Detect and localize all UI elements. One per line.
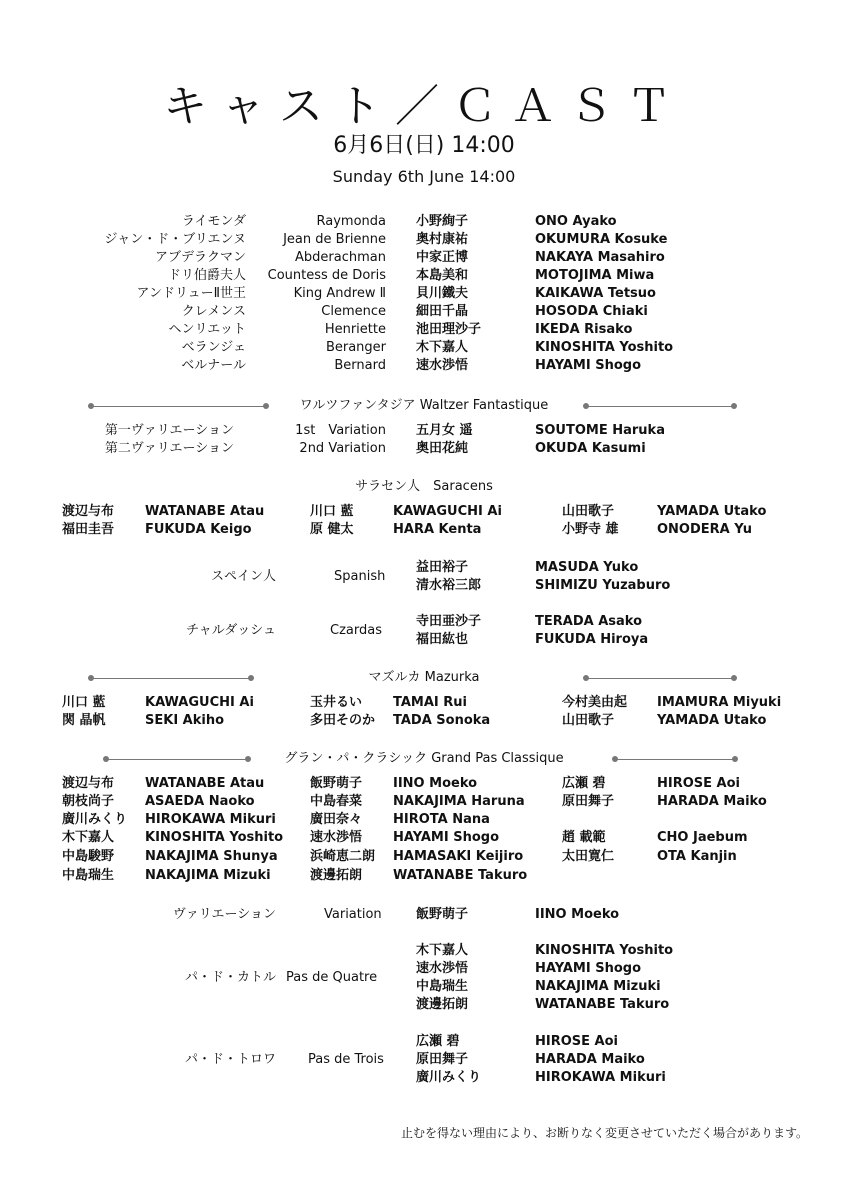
dancer-en: MOTOJIMA Miwa [535, 268, 655, 283]
dancer-ja: 飯野萌子 [416, 907, 469, 922]
role-en-pas-de-quatre: Pas de Quatre [286, 970, 378, 985]
dancer-ja: 飯野萌子 [310, 776, 363, 791]
dancer-ja: 今村美由起 [562, 695, 628, 710]
divider-dot [731, 675, 737, 681]
dancer-en: KAIKAWA Tetsuo [535, 286, 656, 301]
dancer-en: WATANABE Takuro [535, 997, 670, 1012]
dancer-en: KAWAGUCHI Ai [393, 504, 502, 519]
cast-row [0, 231, 848, 249]
role-en: King Andrew Ⅱ [293, 286, 386, 301]
dancer-en: IKEDA Risako [535, 322, 633, 337]
dancer-ja: 木下嘉人 [416, 943, 469, 958]
dancer-en: NAKAJIMA Shunya [145, 849, 278, 864]
dancer-en: IMAMURA Miyuki [657, 695, 782, 710]
dancer-ja: 池田理沙子 [416, 322, 482, 337]
section-divider-grand-pas [0, 750, 848, 768]
dancer-en: HIROSE Aoi [535, 1034, 618, 1049]
cast-row [0, 422, 848, 440]
role-ja: ベランジェ [181, 340, 246, 355]
divider-line [586, 406, 734, 407]
dancer-en: SEKI Akiho [145, 713, 225, 728]
dancer-en: FUKUDA Hiroya [535, 632, 649, 647]
section-heading-waltz: ワルツファンタジア Waltzer Fantastique [299, 398, 549, 413]
role-en: Beranger [325, 340, 386, 355]
role-en-pas-de-trois: Pas de Trois [308, 1052, 384, 1067]
performance-date-en: Sunday 6th June 14:00 [332, 167, 516, 186]
cast-change-notice: 止むを得ない理由により、お断りなく変更させていただく場合があります。 [400, 1126, 808, 1140]
dancer-ja: 貝川鐵夫 [416, 286, 469, 301]
dancer-ja: 速水渉悟 [416, 358, 469, 373]
dancer-ja: 太田寛仁 [562, 849, 615, 864]
cast-row [0, 303, 848, 321]
role-en: 2nd Variation [299, 441, 386, 456]
dancer-ja: 廣川みくり [416, 1070, 482, 1085]
dancer-en: HAYAMI Shogo [535, 961, 642, 976]
dancer-en: HARA Kenta [393, 522, 482, 537]
dancer-ja: 中島瑞生 [62, 868, 115, 883]
dancer-ja: 中島駿野 [62, 849, 115, 864]
role-en: Clemence [321, 304, 386, 319]
role-ja-variation: ヴァリエーション [172, 907, 276, 922]
dancer-ja: 川口 藍 [62, 695, 106, 710]
dancer-ja: 広瀬 碧 [562, 776, 606, 791]
role-en: Abderachman [295, 250, 386, 265]
dancer-en: SOUTOME Haruka [535, 423, 665, 438]
dancer-en: KINOSHITA Yoshito [145, 830, 284, 845]
dancer-en: HIROKAWA Mikuri [145, 812, 276, 827]
role-ja-spanish: スペイン人 [210, 569, 276, 584]
dancer-en: OTA Kanjin [657, 849, 737, 864]
dancer-en: HIROKAWA Mikuri [535, 1070, 666, 1085]
dancer-en: KINOSHITA Yoshito [535, 943, 674, 958]
dancer-en: WATANABE Atau [145, 504, 265, 519]
divider-dot [732, 756, 738, 762]
role-en: Henriette [324, 322, 386, 337]
dancer-en: FUKUDA Keigo [145, 522, 252, 537]
dancer-en: HIROTA Nana [393, 812, 490, 827]
dancer-ja: 廣川みくり [62, 812, 128, 827]
dancer-en: WATANABE Takuro [393, 868, 528, 883]
dancer-en: TAMAI Rui [393, 695, 468, 710]
role-ja: クレメンス [181, 304, 246, 319]
dancer-ja: 奥田花純 [416, 441, 469, 456]
role-en-czardas: Czardas [330, 623, 382, 638]
dancer-ja: 福田紘也 [416, 632, 469, 647]
cast-row [0, 321, 848, 339]
dancer-ja: 山田歌子 [562, 713, 615, 728]
role-en: 1st Variation [295, 423, 386, 438]
cast-row [0, 213, 848, 231]
dancer-en: ONO Ayako [535, 214, 617, 229]
dancer-ja: 細田千晶 [416, 304, 469, 319]
dancer-ja: 本島美和 [416, 268, 469, 283]
role-ja: アブデラクマン [154, 250, 246, 265]
dancer-en: HIROSE Aoi [657, 776, 740, 791]
dancer-ja: 福田圭吾 [62, 522, 115, 537]
dancer-ja: 速水渉悟 [416, 961, 469, 976]
dancer-en: WATANABE Atau [145, 776, 265, 791]
dancer-en: HARADA Maiko [657, 794, 767, 809]
dancer-ja: 寺田亜沙子 [416, 614, 482, 629]
role-ja: ベルナール [181, 358, 246, 373]
divider-line [615, 759, 735, 760]
dancer-ja: 速水渉悟 [310, 830, 363, 845]
dancer-en: MASUDA Yuko [535, 560, 639, 575]
dancer-en: OKUMURA Kosuke [535, 232, 668, 247]
role-en: Countess de Doris [267, 268, 386, 283]
section-divider-mazurka [0, 669, 848, 687]
dancer-ja: 中島瑞生 [416, 979, 469, 994]
dancer-en: NAKAJIMA Mizuki [535, 979, 661, 994]
cast-row [0, 440, 848, 458]
dancer-en: YAMADA Utako [657, 504, 767, 519]
role-en: Raymonda [316, 214, 386, 229]
dancer-ja: 山田歌子 [562, 504, 615, 519]
dancer-en: HAYAMI Shogo [535, 358, 642, 373]
role-en-spanish: Spanish [334, 569, 386, 584]
dancer-en: IINO Moeko [535, 907, 620, 922]
dancer-en: ASAEDA Naoko [145, 794, 255, 809]
dancer-en: HAYAMI Shogo [393, 830, 500, 845]
cast-row [0, 267, 848, 285]
dancer-ja: 清水裕三郎 [416, 578, 482, 593]
dancer-ja: 渡邊拓朗 [310, 868, 363, 883]
dancer-ja: 益田裕子 [416, 560, 469, 575]
role-ja-pas-de-quatre: パ・ド・カトル [184, 970, 276, 985]
divider-dot [731, 403, 737, 409]
dancer-ja: 奥村康祐 [416, 232, 469, 247]
dancer-ja: 多田そのか [310, 713, 376, 728]
section-heading-saracens: サラセン人 Saracens [355, 479, 493, 494]
dancer-en: HAMASAKI Keijiro [393, 849, 524, 864]
dancer-en: YAMADA Utako [657, 713, 767, 728]
dancer-en: NAKAYA Masahiro [535, 250, 665, 265]
dancer-ja: 中家正博 [416, 250, 469, 265]
divider-line [586, 678, 734, 679]
dancer-ja: 渡邊拓朗 [416, 997, 469, 1012]
role-ja: 第二ヴァリエーション [104, 441, 234, 456]
dancer-ja: 広瀬 碧 [416, 1034, 460, 1049]
cast-row [0, 249, 848, 267]
dancer-en: TADA Sonoka [393, 713, 491, 728]
dancer-ja: 関 晶帆 [62, 713, 106, 728]
dancer-en: NAKAJIMA Mizuki [145, 868, 271, 883]
role-en: Jean de Brienne [283, 232, 386, 247]
dancer-ja: 朝枝尚子 [62, 794, 115, 809]
dancer-ja: 中島春菜 [310, 794, 363, 809]
role-ja: ヘンリエット [168, 322, 246, 337]
dancer-ja: 浜崎恵二朗 [310, 849, 376, 864]
dancer-ja: 原田舞子 [562, 794, 615, 809]
role-ja: ドリ伯爵夫人 [167, 268, 246, 283]
dancer-en: HOSODA Chiaki [535, 304, 648, 319]
role-ja-czardas: チャルダッシュ [186, 623, 276, 638]
cast-row [0, 285, 848, 303]
page-title: キャスト／ＣＡＳＴ [163, 81, 685, 132]
role-ja: ジャン・ド・ブリエンヌ [104, 232, 246, 247]
dancer-ja: 原 健太 [310, 522, 354, 537]
dancer-en: IINO Moeko [393, 776, 478, 791]
performance-date-ja: 6月6日(日) 14:00 [333, 133, 515, 158]
dancer-en: NAKAJIMA Haruna [393, 794, 525, 809]
cast-row [0, 339, 848, 357]
dancer-ja: 趙 載範 [562, 830, 606, 845]
dancer-en: ONODERA Yu [657, 522, 752, 537]
dancer-ja: 渡辺与布 [62, 776, 115, 791]
section-heading-grand-pas: グラン・パ・クラシック Grand Pas Classique [284, 751, 564, 766]
dancer-ja: 小野絢子 [416, 214, 469, 229]
section-divider-waltz [0, 397, 848, 415]
role-en-variation: Variation [324, 907, 382, 922]
dancer-ja: 五月女 遥 [416, 423, 473, 438]
dancer-en: KAWAGUCHI Ai [145, 695, 254, 710]
role-ja: ライモンダ [181, 214, 246, 229]
role-ja: 第一ヴァリエーション [104, 423, 234, 438]
dancer-en: SHIMIZU Yuzaburo [535, 578, 671, 593]
dancer-ja: 川口 藍 [310, 504, 354, 519]
role-ja: アンドリューⅡ世王 [136, 286, 246, 301]
dancer-en: KINOSHITA Yoshito [535, 340, 674, 355]
dancer-ja: 渡辺与布 [62, 504, 115, 519]
dancer-ja: 玉井るい [310, 695, 363, 710]
dancer-ja: 小野寺 雄 [562, 522, 619, 537]
role-en: Bernard [334, 358, 386, 373]
dancer-en: TERADA Asako [535, 614, 642, 629]
cast-row [0, 357, 848, 375]
dancer-en: HARADA Maiko [535, 1052, 645, 1067]
dancer-ja: 木下嘉人 [62, 830, 115, 845]
dancer-ja: 廣田奈々 [310, 812, 363, 827]
dancer-ja: 木下嘉人 [416, 340, 469, 355]
role-ja-pas-de-trois: パ・ド・トロワ [184, 1052, 276, 1067]
dancer-en: CHO Jaebum [657, 830, 748, 845]
dancer-ja: 原田舞子 [416, 1052, 469, 1067]
dancer-en: OKUDA Kasumi [535, 441, 646, 456]
section-heading-mazurka: マズルカ Mazurka [368, 670, 480, 685]
